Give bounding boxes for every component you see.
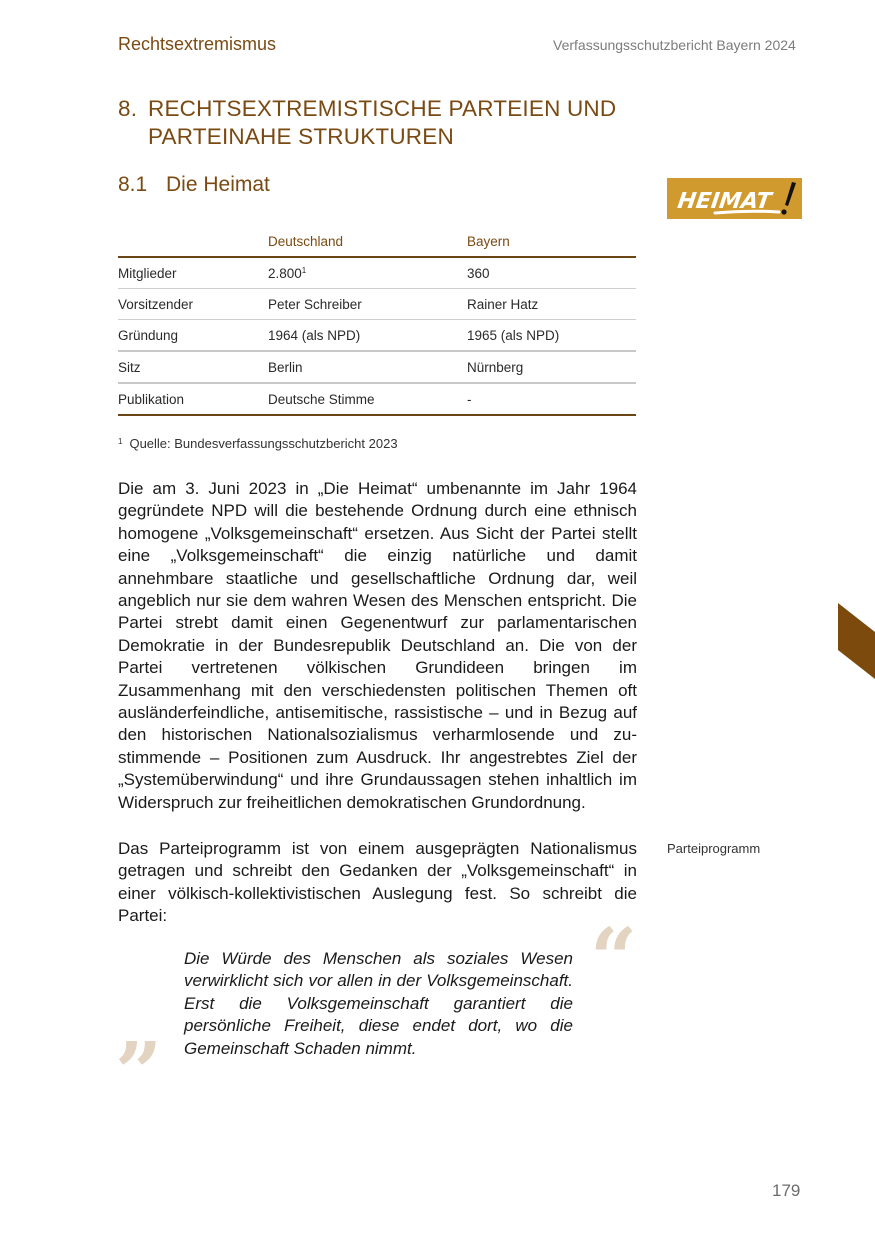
party-facts-table xyxy=(118,228,636,416)
cell-deutschland: Deutsche Stimme xyxy=(268,391,375,407)
running-header-section: Rechtsextremismus xyxy=(118,34,277,54)
cell-bayern: - xyxy=(467,391,472,407)
row-label: Gründung xyxy=(118,327,179,343)
table-header-row xyxy=(118,228,636,257)
close-quote-icon: ” xyxy=(115,1025,163,1121)
body-paragraph-1: Die am 3. Juni 2023 in „Die Heimat“ umbenannte im Jahr 1964 gegründete NPD will die bestehende Ordnung durch eine ethnisch homogene „Volksgemeinschaft“ ersetzen. Aus Sicht der Partei stellt eine „Volksgemeinschaft“ die einzig natürliche und damit annehmbare staatliche und gesellschaftliche Ordnung dar, weil angeblich nur sie dem wahren Wesen des Menschen entspricht. Die Partei strebt damit einen Gegenentwurf zur parlamentarischen Demokratie in der Bundesrepublik Deutschland an. Die von der Partei vertretenen völkischen Grundideen bringen im Zusammenhang mit den verschiedensten politischen Themen oft ausländerfeindliche, antisemitische, rassistische – und in Bezug auf den historischen Nationalsozialismus verharmlosende und zustimmende – Positionen zum Ausdruck. Ihr angestrebtes Ziel der „Systemüberwindung“ und ihre Grundaussagen stehen inhaltlich im Widerspruch zur freiheitlichen demokratischen Grundordnung. xyxy=(118,479,637,812)
cell-deutschland: 1964 (als NPD) xyxy=(268,327,361,343)
cell-bayern: 1965 (als NPD) xyxy=(467,327,560,343)
column-header-blank xyxy=(118,228,268,257)
row-label: Mitglieder xyxy=(118,265,177,281)
row-label: Vorsitzender xyxy=(118,296,194,312)
footnote-ref: 1 xyxy=(301,265,307,275)
section-heading xyxy=(118,173,270,197)
column-header-deutschland: Deutschland xyxy=(268,234,344,249)
table-row xyxy=(118,289,636,320)
cell-bayern: Rainer Hatz xyxy=(467,296,539,312)
chapter-tab-marker-icon xyxy=(838,603,875,679)
chapter-heading xyxy=(118,95,616,151)
footnote-text: Quelle: Bundesverfassungsschutzbericht 2023 xyxy=(129,436,398,451)
row-label: Publikation xyxy=(118,391,185,407)
table-row xyxy=(118,257,636,289)
table-row xyxy=(118,383,636,415)
heimat-party-logo xyxy=(667,178,802,219)
table-row xyxy=(118,351,636,383)
value-text: 2.800 xyxy=(268,265,302,281)
cell-deutschland: Berlin xyxy=(268,359,303,375)
running-header-publication: Verfassungsschutzbericht Bayern 2024 xyxy=(553,37,796,53)
body-paragraph-2: Das Parteiprogramm ist von einem ausgeprägten Nationalismus getragen und schreibt den Gedanken der „Volksgemeinschaft“ in einer völkisch-kollektivistischen Auslegung fest. So schreibt die Partei: xyxy=(118,839,637,926)
footnote-marker: 1 xyxy=(118,437,123,446)
chapter-title-line1: RECHTSEXTREMISTISCHE PARTEIEN UND xyxy=(148,96,617,121)
table-footnote xyxy=(118,436,398,451)
cell-bayern: Nürnberg xyxy=(467,359,524,375)
chapter-number: 8. xyxy=(118,96,138,121)
page-number: 179 xyxy=(772,1181,801,1200)
section-title: Die Heimat xyxy=(166,173,270,196)
margin-note: Parteiprogramm xyxy=(667,841,761,856)
chapter-title-line2: PARTEINAHE STRUKTUREN xyxy=(148,124,454,149)
svg-text:HEIMAT: HEIMAT xyxy=(675,188,773,214)
open-quote-icon: “ xyxy=(590,911,638,1007)
block-quote: Die Würde des Menschen als soziales Wesen verwirklicht sich vor allen in der Volksgemeinschaft. Erst die Volksgemeinschaft garantiert die persönliche Freiheit, diese endet dort, wo die Gemeinschaft Schaden nimmt. xyxy=(184,949,573,1058)
cell-deutschland: Peter Schreiber xyxy=(268,296,362,312)
column-header-bayern: Bayern xyxy=(467,234,510,249)
cell-deutschland xyxy=(268,257,467,289)
table-row xyxy=(118,320,636,352)
cell-bayern: 360 xyxy=(467,265,490,281)
section-number: 8.1 xyxy=(118,173,148,196)
row-label: Sitz xyxy=(118,359,141,375)
heimat-logo-icon xyxy=(667,178,802,219)
